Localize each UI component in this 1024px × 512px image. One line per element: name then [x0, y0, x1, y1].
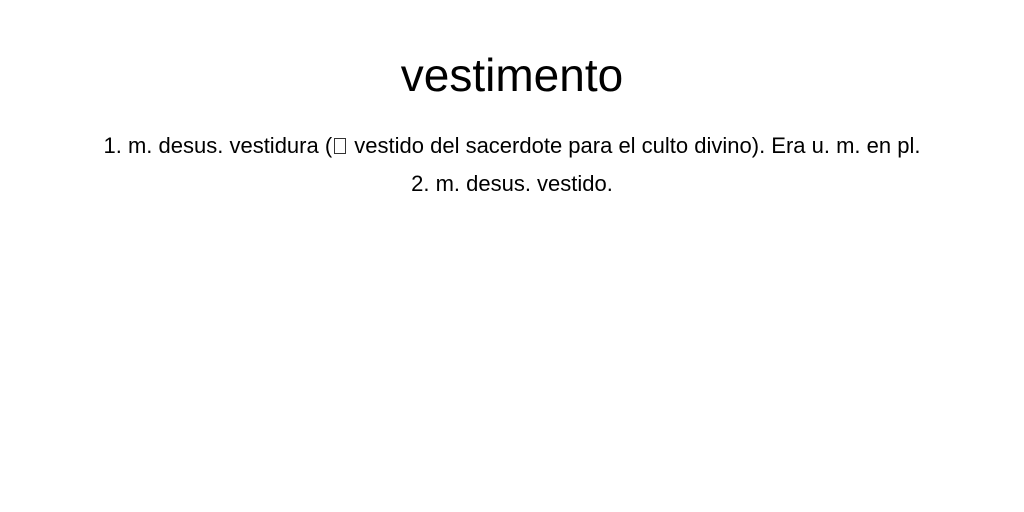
- definition-2: 2. m. desus. vestido.: [411, 171, 613, 196]
- definition-1-text-end: vestido del sacerdote para el culto divino). Era u. m. en pl.: [348, 133, 921, 158]
- definition-1: [72, 127, 952, 165]
- definitions-list: [72, 127, 952, 203]
- missing-glyph-box-icon: [334, 138, 346, 154]
- headword-title: vestimento: [400, 49, 624, 101]
- definition-1-text-start: 1. m. desus. vestidura (: [103, 133, 333, 158]
